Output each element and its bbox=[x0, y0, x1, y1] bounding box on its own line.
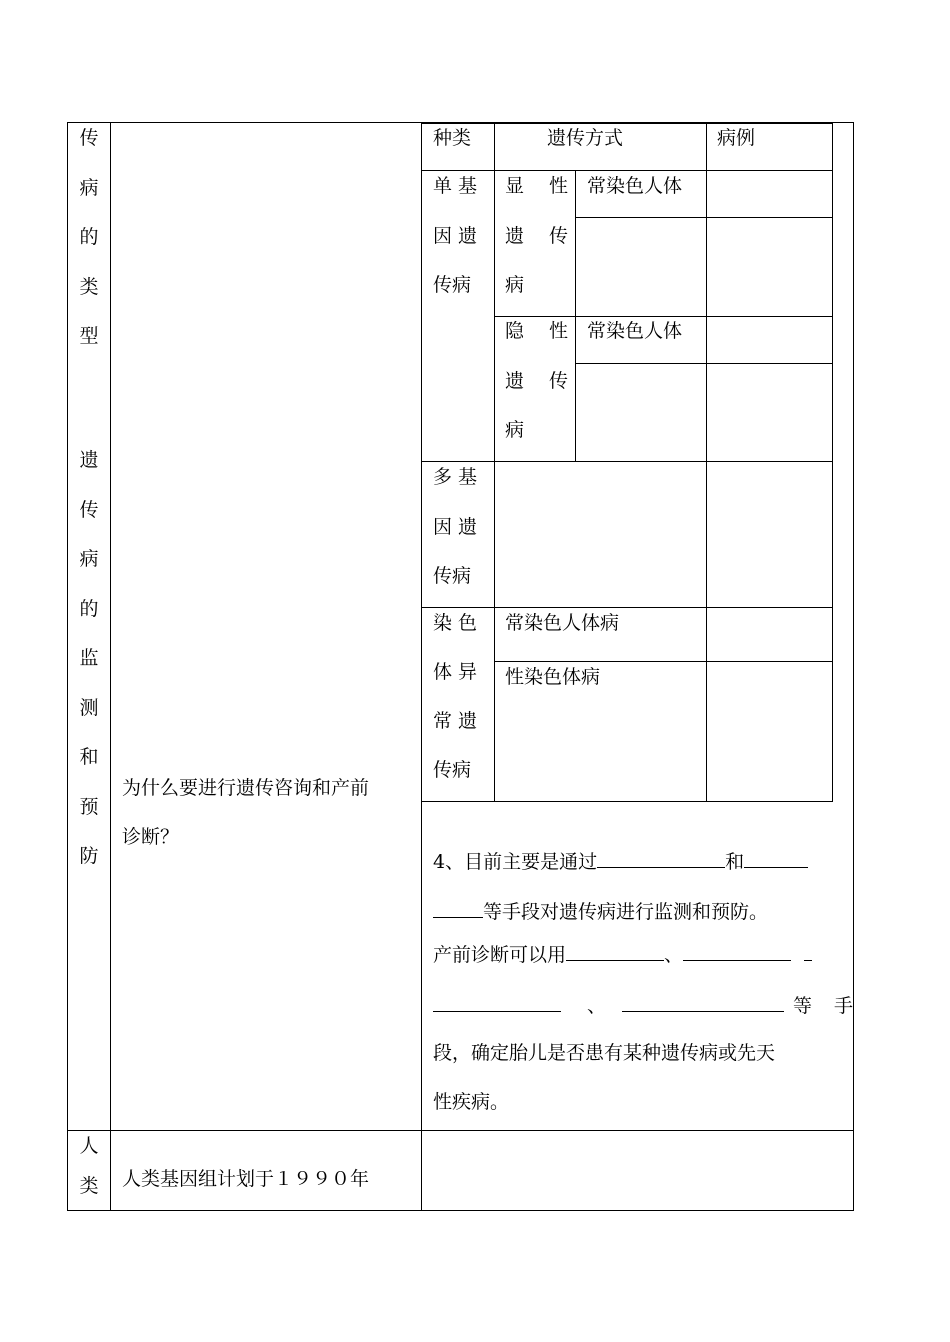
inner-top-border bbox=[421, 123, 832, 124]
inner-line-363 bbox=[575, 363, 832, 364]
para-line-2: 等手段对遗传病进行监测和预防。 bbox=[433, 899, 768, 922]
para-line-5: 段，确定胎儿是否患有某种遗传病或先天 bbox=[433, 1042, 776, 1064]
outer-right-border bbox=[853, 122, 854, 1211]
inner-header-bottom bbox=[421, 170, 832, 171]
multi-gene-line-2: 因 遗 bbox=[433, 516, 478, 538]
multi-gene-line-3: 传病 bbox=[433, 565, 472, 587]
para-line-1: 4、目前主要是通过 和 bbox=[433, 849, 808, 872]
autosomal-recessive: 常染色人体 bbox=[587, 320, 683, 342]
blank-2a[interactable] bbox=[744, 849, 808, 868]
para-line-4: 、 等 手 bbox=[433, 993, 861, 1016]
inner-line-316 bbox=[494, 316, 832, 317]
inner-line-217 bbox=[575, 217, 832, 218]
dominant-line-1: 显 性 bbox=[505, 175, 569, 197]
dominant-line-2: 遗 传 bbox=[505, 225, 569, 247]
inner-divider-example bbox=[706, 123, 707, 802]
genome-project-text: 人类基因组计划于１９９０年 bbox=[122, 1168, 370, 1190]
single-gene-line-2: 因 遗 bbox=[433, 225, 478, 247]
recessive-line-2: 遗 传 bbox=[505, 370, 569, 392]
chromosomal-line-1: 染 色 bbox=[433, 612, 478, 634]
label-monitoring-vertical: 遗 传 病 的 监 测 和 预 防 bbox=[79, 449, 99, 867]
outer-col-divider-1 bbox=[110, 122, 111, 1211]
single-gene-line-3: 传病 bbox=[433, 274, 472, 296]
blank-5b[interactable] bbox=[433, 993, 561, 1012]
blank-1[interactable] bbox=[597, 849, 725, 868]
chrom-autosomal-disease: 常染色人体病 bbox=[505, 612, 620, 634]
single-gene-line-1: 单 基 bbox=[433, 175, 478, 197]
blank-3[interactable] bbox=[566, 942, 664, 961]
inner-bottom-border bbox=[421, 801, 832, 802]
blank-4[interactable] bbox=[683, 942, 791, 961]
blank-6[interactable] bbox=[622, 993, 784, 1012]
para-line-3: 产前诊断可以用 、 bbox=[433, 942, 812, 965]
chromosomal-line-2: 体 异 bbox=[433, 661, 478, 683]
chrom-sex-disease: 性染色体病 bbox=[505, 666, 601, 688]
multi-gene-line-1: 多 基 bbox=[433, 466, 478, 488]
header-example: 病例 bbox=[717, 127, 756, 149]
inner-line-461 bbox=[421, 461, 832, 462]
chromosomal-line-3: 常 遗 bbox=[433, 710, 478, 732]
dominant-line-3: 病 bbox=[505, 274, 525, 296]
outer-left-border bbox=[67, 122, 68, 1211]
autosomal-dominant: 常染色人体 bbox=[587, 175, 683, 197]
recessive-line-3: 病 bbox=[505, 419, 525, 441]
outer-bottom-border bbox=[67, 1210, 854, 1211]
recessive-line-1: 隐 性 bbox=[505, 320, 569, 342]
blank-2b[interactable] bbox=[433, 899, 483, 918]
para-line-6: 性疾病。 bbox=[433, 1091, 510, 1113]
chromosomal-line-4: 传病 bbox=[433, 759, 472, 781]
inner-line-661 bbox=[494, 661, 832, 662]
label-human-vertical: 人 类 bbox=[79, 1135, 99, 1197]
inner-line-607 bbox=[421, 607, 832, 608]
blank-5a[interactable] bbox=[804, 942, 812, 961]
outer-col-divider-2 bbox=[421, 122, 422, 1211]
question-line-1: 为什么要进行遗传咨询和产前 bbox=[122, 777, 370, 799]
question-line-2: 诊断？ bbox=[122, 826, 180, 848]
label-types-vertical: 传 病 的 类 型 bbox=[79, 127, 99, 347]
outer-mid-border bbox=[67, 1130, 854, 1131]
inner-divider-kind bbox=[494, 123, 495, 802]
header-kind: 种类 bbox=[433, 127, 472, 149]
header-mode: 遗传方式 bbox=[547, 127, 624, 149]
inner-right-border bbox=[832, 123, 833, 802]
